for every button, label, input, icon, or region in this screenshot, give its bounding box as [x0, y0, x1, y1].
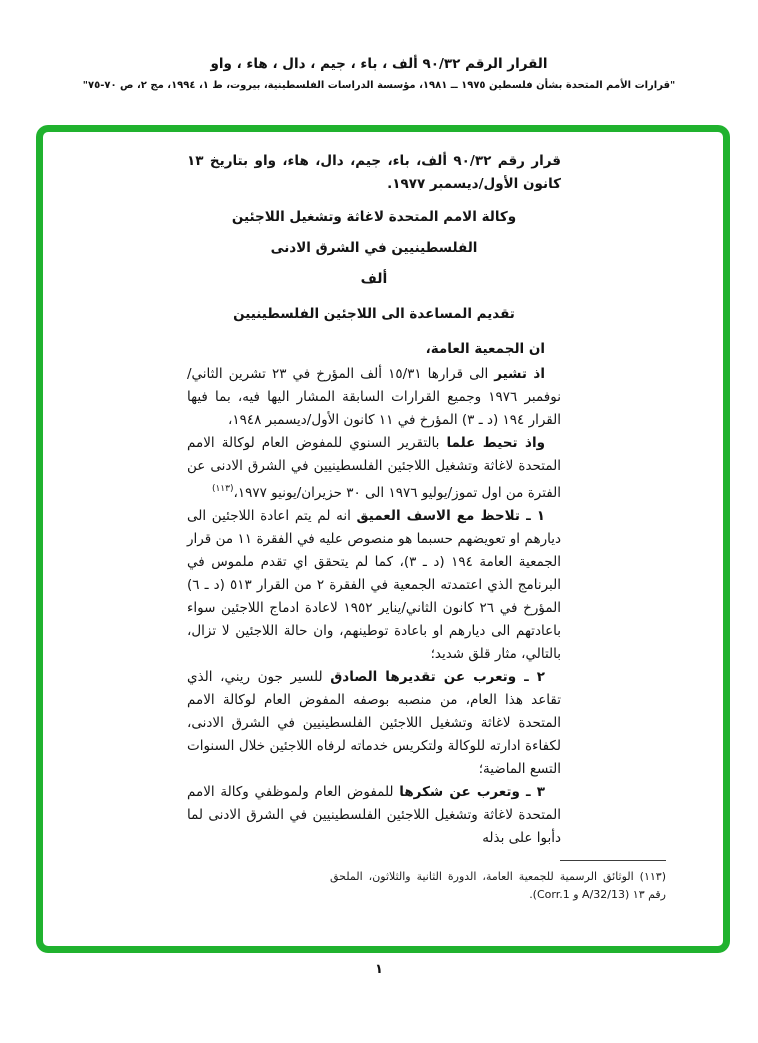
- operative-paragraph-3: [187, 781, 561, 850]
- footnote-reference-113: (١١٣): [211, 484, 234, 494]
- operative-lead-1: تلاحظ مع الاسف العميق: [356, 508, 520, 524]
- operative-text-2: للسير جون ريني، الذي تقاعد هذا العام، من منصبه بوصفه المفوض العام لوكالة الامم المتحدة لاغاثة وتشغيل اللاجئين الفلسطينيين في الشرق الادنى، لكفاءة ادارته للوكالة ولتكريس خدماته لرفاه اللاجئين خلال السنوات التسع الماضية؛: [187, 669, 561, 777]
- part-letter-heading: ألف: [360, 271, 388, 287]
- intro-paragraph: قرار رقم ٩٠/٣٢ ألف، باء، جيم، دال، هاء، واو بتاريخ ١٣ كانون الأول/ديسمبر ١٩٧٧.: [187, 153, 561, 192]
- page-header: [0, 56, 758, 91]
- footnote-text: (١١٣) الوثائق الرسمية للجمعية العامة، الدورة الثانية والثلاثون، الملحق رقم ١٣ (A/32/13 و Corr.1).: [330, 870, 666, 901]
- resolution-title: القرار الرقم ٩٠/٣٢ ألف ، باء ، جيم ، دال ، هاء ، واو: [210, 56, 548, 72]
- footnote-separator: [560, 860, 666, 861]
- preamble-paragraph-2: [187, 432, 561, 505]
- operative-paragraph-1: [187, 505, 561, 666]
- preamble-opening: ان الجمعية العامة،: [425, 341, 545, 357]
- operative-lead-3: وتعرب عن شكرها: [399, 784, 520, 800]
- operative-paragraph-2: [187, 666, 561, 781]
- operative-text-3: للمفوض العام ولموظفي وكالة الامم المتحدة لاغاثة وتشغيل اللاجئين الفلسطينيين في الشرق الادنى لما دأبوا على بذله: [187, 784, 561, 846]
- footnote-block: [330, 860, 666, 904]
- operative-number-2: ٢ ـ: [516, 669, 546, 685]
- source-citation: "قرارات الأمم المتحدة بشأن فلسطين ١٩٧٥ ــ ١٩٨١، مؤسسة الدراسات الفلسطينية، بيروت، ط ١، ١٩٩٤، مج ٢، ص ٧٠-٧٥": [82, 80, 676, 91]
- page-number: ١: [375, 962, 383, 977]
- operative-lead-2: وتعرب عن تقديرها الصادق: [330, 669, 517, 685]
- preamble-text-1: الى قرارها ١٥/٣١ ألف المؤرخ في ٢٣ تشرين الثاني/نوفمبر ١٩٧٦ وجميع القرارات السابقة المشار اليها فيه، بما فيها القرار ١٩٤ (د ـ ٣) المؤرخ في ١١ كانون الأول/ديسمبر ١٩٤٨،: [187, 366, 561, 428]
- document-frame: [36, 125, 730, 953]
- part-title-heading: تقديم المساعدة الى اللاجئين الفلسطينيين: [233, 306, 515, 322]
- agency-heading-line1: وكالة الامم المتحدة لاغاثة وتشغيل اللاجئين: [231, 209, 517, 225]
- preamble-text-2: بالتقرير السنوي للمفوض العام لوكالة الامم المتحدة لاغاثة وتشغيل اللاجئين الفلسطينيين في الشرق الادنى عن الفترة من اول تموز/يوليو ١٩٧٦ الى ٣٠ حزيران/يونيو ١٩٧٧،: [187, 435, 561, 501]
- agency-heading-line2: الفلسطينيين في الشرق الادنى: [270, 240, 478, 256]
- operative-number-1: ١ ـ: [519, 508, 546, 524]
- operative-number-3: ٣ ـ: [519, 784, 545, 800]
- preamble-lead-2: واذ تحيط علما: [446, 435, 545, 451]
- document-text-column: [187, 150, 561, 850]
- operative-text-1: انه لم يتم اعادة اللاجئين الى ديارهم او تعويضهم حسبما هو منصوص عليه في الفقرة ١١ من قرار الجمعية العامة ١٩٤ (د ـ ٣)، كما لم يتحقق اي تقدم ملموس في البرنامج الذي اعتمدته الجمعية في الفقرة ٢ من القرار ٥١٣ (د ـ ٦) المؤرخ في ٢٦ كانون الثاني/يناير ١٩٥٢ لاعادة ادماج اللاجئين سواء باعادتهم الى ديارهم او باعادة توطينهم، وان حالة اللاجئين لا تزال، بالتالي، مثار قلق شديد؛: [187, 508, 561, 662]
- preamble-lead-1: اذ تشير: [494, 366, 545, 382]
- preamble-paragraph-1: [187, 363, 561, 432]
